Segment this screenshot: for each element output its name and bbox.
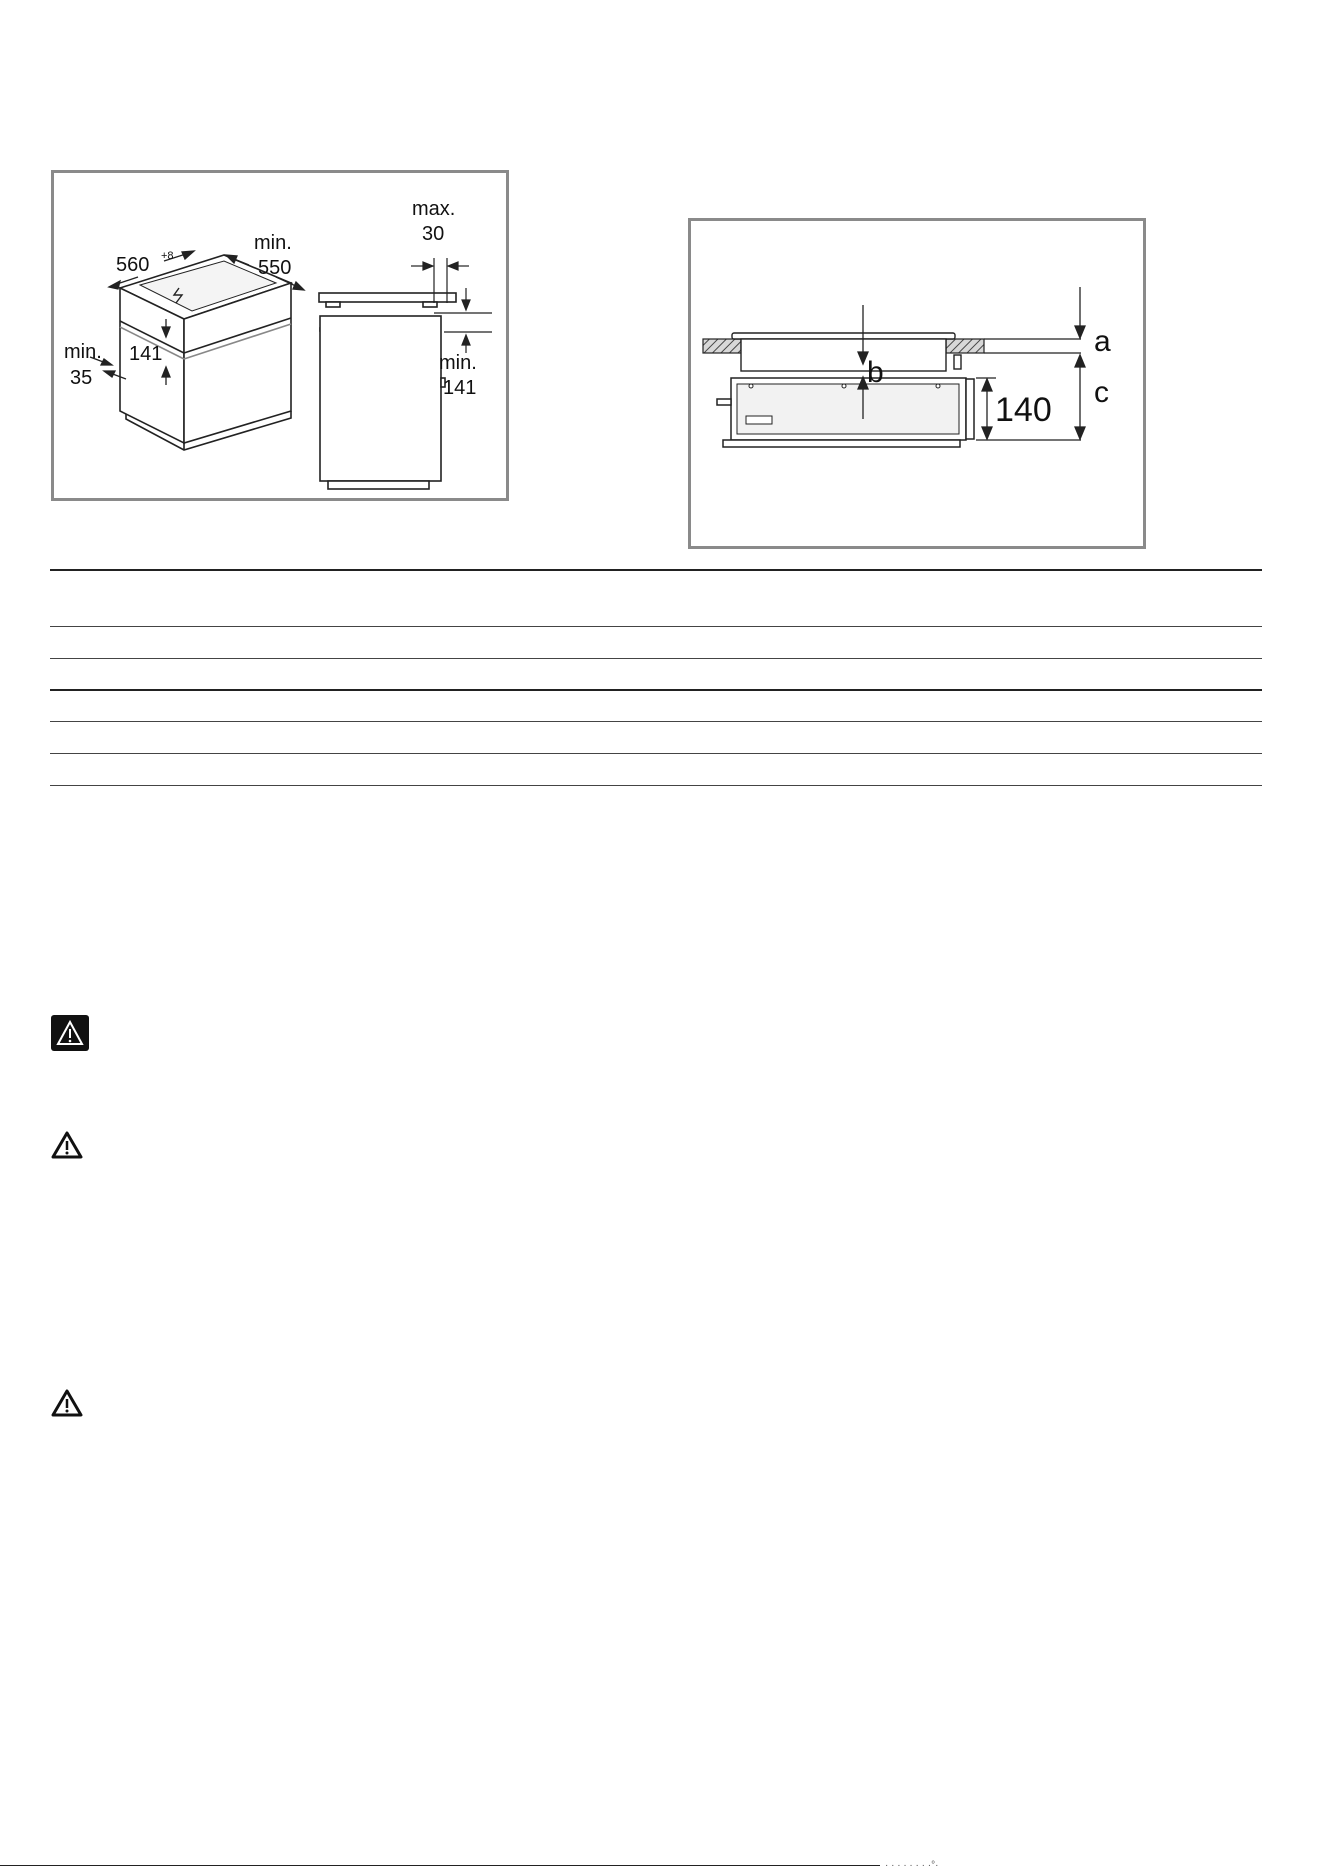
- table-rule-top: [50, 569, 1262, 571]
- hob-section-drawing: [691, 221, 1149, 552]
- overhang-max-label: max.: [412, 198, 456, 220]
- table-rule: [50, 721, 1262, 722]
- label-c: c: [1094, 376, 1109, 409]
- label-b: b: [867, 356, 884, 389]
- overhang-value-label: 30: [422, 223, 445, 245]
- warning-icon: [51, 1389, 83, 1417]
- footer-text: · · · · · · · ·°·: [885, 1860, 939, 1871]
- warning-icon: [51, 1131, 83, 1159]
- table-rule: [50, 626, 1262, 627]
- side-min-label: min.: [439, 352, 477, 374]
- table-rule: [50, 658, 1262, 659]
- side-value-label: 141: [443, 377, 477, 399]
- width-label: 560: [116, 254, 150, 276]
- label-a: a: [1094, 325, 1111, 358]
- table-rule: [50, 689, 1262, 691]
- depth-value-label: 550: [258, 257, 292, 279]
- figure-right-hob-section: [688, 218, 1146, 549]
- table-rule: [50, 753, 1262, 754]
- table-rule: [50, 785, 1262, 786]
- width-tolerance-label: +8: [161, 250, 174, 262]
- cabinet-drawing: [54, 173, 512, 504]
- figure-left-cabinet-dimensions: [51, 170, 509, 501]
- label-140: 140: [995, 391, 1052, 429]
- warning-icon: [51, 1015, 89, 1051]
- gap-value-label: 35: [70, 367, 93, 389]
- depth-min-label: min.: [254, 232, 292, 254]
- gap-min-label: min.: [64, 341, 102, 363]
- height-value-label: 141: [129, 343, 163, 365]
- footer-rule: [0, 1865, 880, 1866]
